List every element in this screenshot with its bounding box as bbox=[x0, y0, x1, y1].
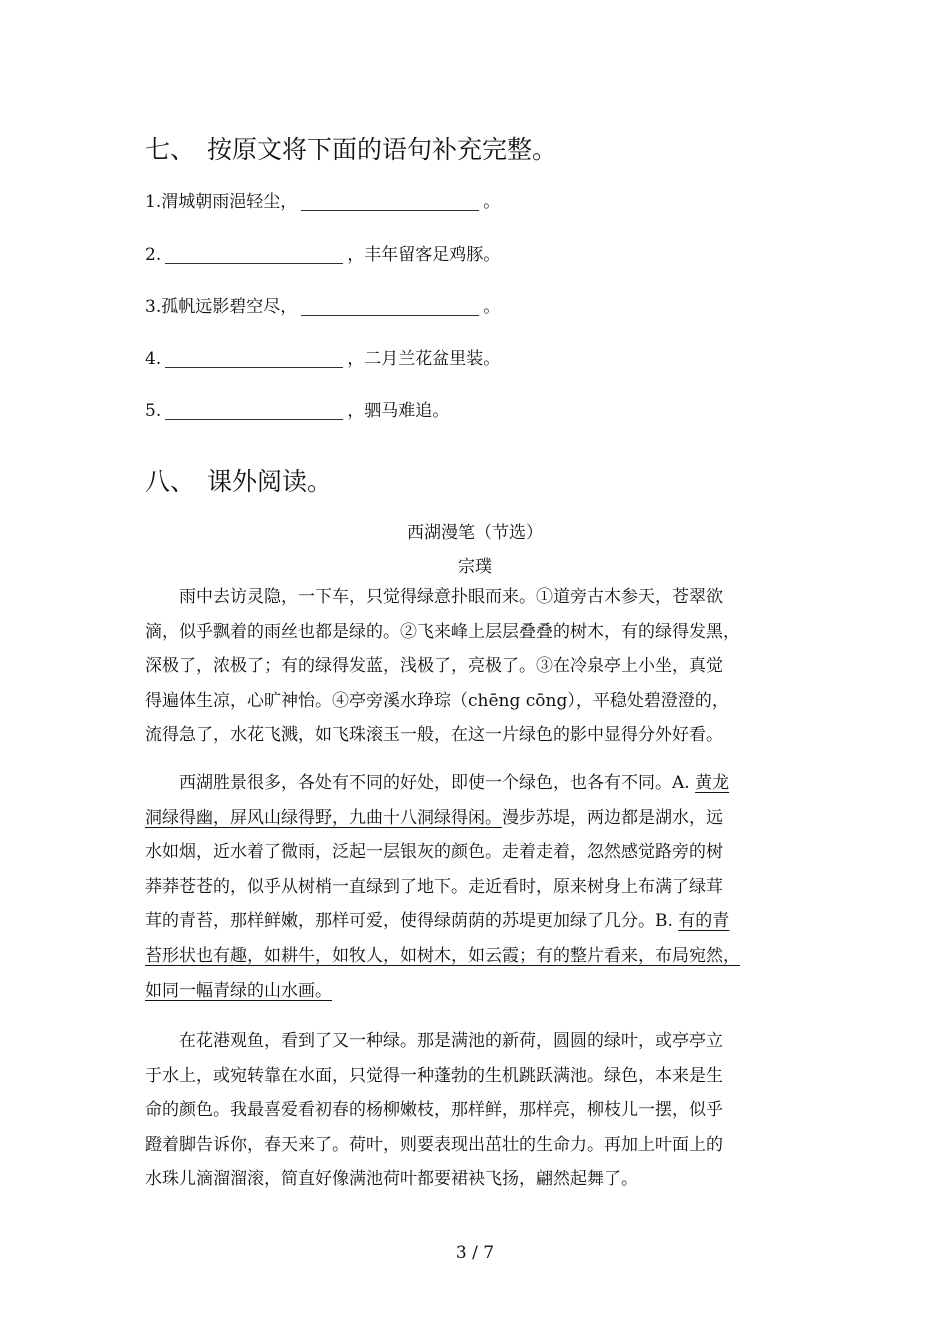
underlined-sentence-b: 如同一幅青绿的山水画。 bbox=[145, 980, 332, 1001]
section-number: 八、 bbox=[145, 467, 196, 496]
underlined-sentence-a: 黄龙 bbox=[695, 773, 730, 793]
fill-item-1: 1.渭城朝雨浥轻尘， 。 bbox=[145, 192, 501, 212]
underlined-sentence-b: 有的青 bbox=[678, 911, 730, 932]
answer-blank[interactable] bbox=[165, 351, 343, 368]
paragraph-1: 雨中去访灵隐，一下车，只觉得绿意扑眼而来。①道旁古木参天，苍翠欲 滴，似乎飘着的雨丝也都是绿的。②飞来峰上层层叠叠的树木，有的绿得发黑， 深极了，浓极了；有的绿得发蓝，浅极了，亮极了。③在冷泉亭上小坐，真觉 得遍体生凉，心旷神怡。④亭旁溪水琤琮（chēng cōng），平稳处碧澄澄的， 流得急了，水花飞溅，如飞珠滚玉一般，在这一片绿色的影中显得分外好看。 bbox=[145, 587, 740, 746]
answer-blank[interactable] bbox=[301, 299, 479, 316]
section-7-heading bbox=[145, 130, 557, 166]
answer-blank[interactable] bbox=[165, 247, 343, 264]
article-author: 宗璞 bbox=[458, 557, 492, 577]
section-title: 按原文将下面的语句补充完整。 bbox=[207, 135, 558, 164]
fill-item-2: 2. ，丰年留客足鸡豚。 bbox=[145, 245, 501, 265]
fill-item-3: 3.孤帆远影碧空尽， 。 bbox=[145, 297, 501, 317]
paragraph-2: 西湖胜景很多，各处有不同的好处，即使一个绿色，也各有不同。A. 黄龙 洞绿得幽，屏风山绿得野，九曲十八洞绿得闲。漫步苏堤，两边都是湖水，远 水如烟，近水着了微雨，泛起一层银灰的颜色。走着走着，忽然感觉路旁的树 莽莽苍苍的，似乎从树梢一直绿到了地下。走近看时，原来树身上布满了绿茸 茸的青苔，那样鲜嫩，那样可爱，使得绿荫荫的苏堤更加绿了几分。B. 有的青 苔形状也有趣，如耕牛，如牧人，如树木，如云霞；有的整片看来，布局宛然， 如同一幅青绿的山水画。 bbox=[145, 773, 740, 1001]
answer-blank[interactable] bbox=[165, 403, 343, 420]
page-number: 3 / 7 bbox=[455, 1243, 495, 1263]
fill-item-5: 5. ，驷马难追。 bbox=[145, 401, 450, 421]
paragraph-3: 在花港观鱼，看到了又一种绿。那是满池的新荷，圆圆的绿叶，或亭亭立 于水上，或宛转靠在水面，只觉得一种蓬勃的生机跳跃满池。绿色，本来是生 命的颜色。我最喜爱看初春的杨柳嫩枝，那样鲜，那样亮，柳枝儿一摆，似乎 蹬着脚告诉你，春天来了。荷叶，则要表现出茁壮的生命力。再加上叶面上的 水珠儿滴溜溜滚，简直好像满池荷叶都要裙袂飞扬，翩然起舞了。 bbox=[145, 1031, 723, 1190]
article-title: 西湖漫笔（节选） bbox=[407, 523, 543, 543]
section-title: 课外阅读。 bbox=[207, 467, 333, 496]
underlined-sentence-b: 苔形状也有趣，如耕牛，如牧人，如树木，如云霞；有的整片看来，布局宛然， bbox=[145, 945, 740, 966]
underlined-sentence-a: 洞绿得幽，屏风山绿得野，九曲十八洞绿得闲。 bbox=[145, 807, 502, 828]
fill-item-4: 4. ，二月兰花盆里装。 bbox=[145, 349, 501, 369]
section-number: 七、 bbox=[145, 135, 196, 164]
answer-blank[interactable] bbox=[301, 194, 479, 211]
section-8-heading bbox=[145, 462, 332, 498]
